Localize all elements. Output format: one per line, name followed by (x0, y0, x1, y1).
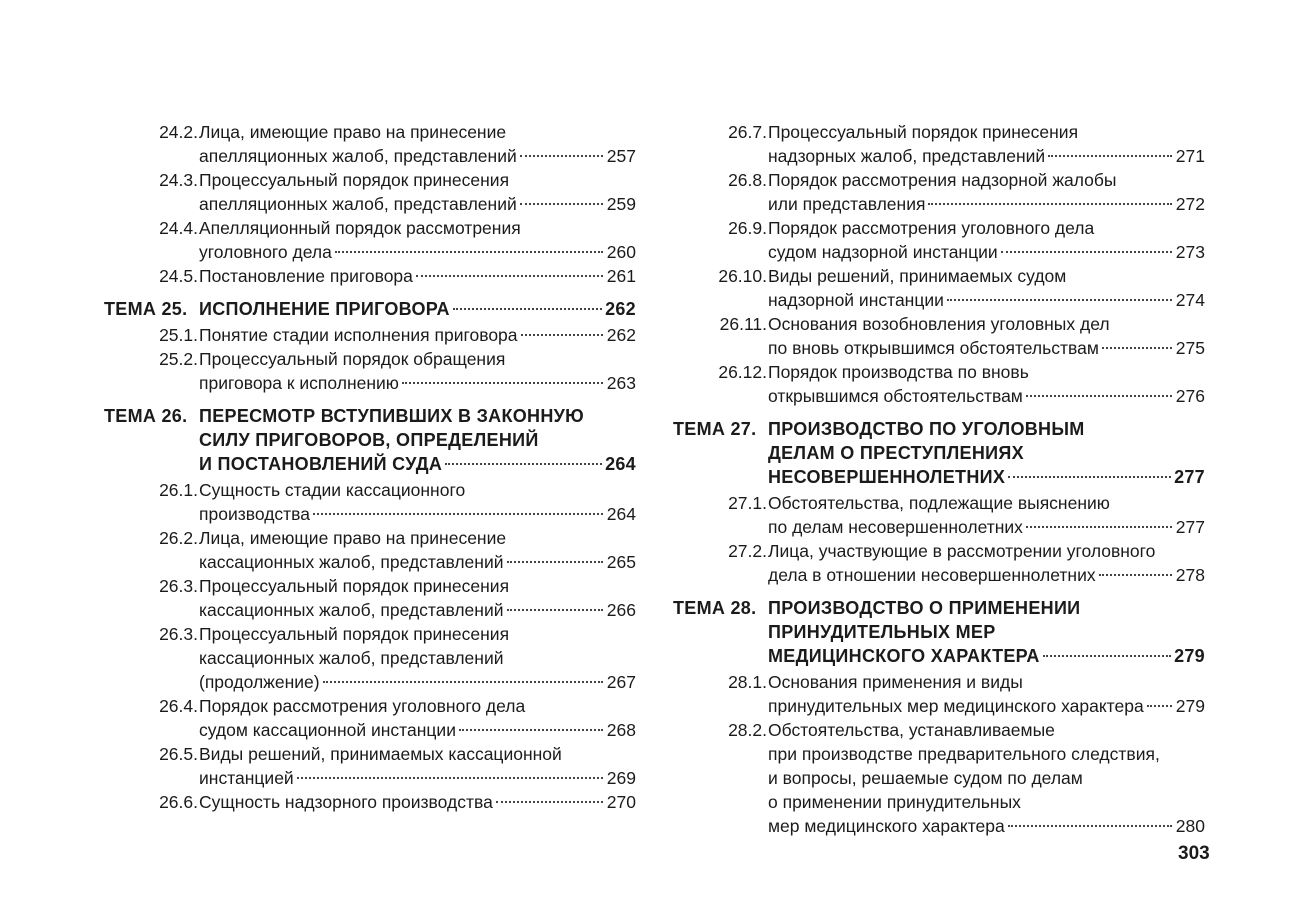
entry-title: мер медицинского характера (768, 816, 1005, 836)
entry-title: или представления (768, 194, 926, 214)
toc-line (104, 598, 636, 622)
toc-line (104, 120, 636, 144)
entry-number: 28.2. (728, 720, 767, 740)
page-ref[interactable]: 275 (1175, 338, 1205, 358)
dot-leader (1043, 655, 1171, 657)
entry-number: 26.9. (728, 218, 767, 238)
toc-line (673, 168, 1205, 192)
page-ref[interactable]: 277 (1174, 467, 1205, 487)
dot-leader (313, 513, 603, 515)
toc-line (673, 336, 1205, 360)
toc-entry[interactable] (673, 312, 1205, 360)
toc-line (673, 312, 1205, 336)
entry-title: Лица, имеющие право на принесение (199, 528, 507, 548)
entry-number: 24.3. (159, 170, 198, 190)
entry-title: судом кассационной инстанции (199, 720, 456, 740)
entry-title: Сущность стадии кассационного (199, 480, 466, 500)
toc-line (104, 240, 636, 264)
dot-leader (1048, 155, 1172, 157)
dot-leader (520, 155, 603, 157)
page-ref[interactable]: 272 (1175, 194, 1205, 214)
section-number: ТЕМА 26. (104, 406, 188, 426)
page-ref[interactable]: 270 (606, 792, 636, 812)
page-ref[interactable]: 280 (1175, 816, 1205, 836)
toc-entry[interactable] (104, 347, 636, 395)
dot-leader (1102, 347, 1172, 349)
page-ref[interactable]: 262 (606, 325, 636, 345)
page-ref[interactable]: 279 (1174, 646, 1205, 666)
entry-title: по вновь открывшимся обстоятельствам (768, 338, 1099, 358)
toc-line (104, 550, 636, 574)
entry-title: при производстве предварительного следствия, (768, 744, 1160, 764)
toc-line (673, 718, 1205, 742)
section-number: ТЕМА 27. (673, 419, 757, 439)
toc-line (673, 596, 1205, 620)
entry-title: Сущность надзорного производства (199, 792, 493, 812)
toc-right-column (673, 120, 1205, 838)
entry-title: Процессуальный порядок принесения (199, 624, 510, 644)
entry-title: Постановление приговора (199, 266, 413, 286)
toc-entry[interactable] (104, 742, 636, 790)
toc-line (673, 288, 1205, 312)
dot-leader (507, 561, 603, 563)
toc-line (104, 694, 636, 718)
toc-section[interactable] (104, 404, 636, 476)
page-ref[interactable]: 265 (606, 552, 636, 572)
page-ref[interactable]: 276 (1175, 386, 1205, 406)
page-ref[interactable]: 266 (606, 600, 636, 620)
toc-entry[interactable] (104, 574, 636, 622)
dot-leader (1008, 476, 1171, 478)
entry-number: 26.5. (159, 744, 198, 764)
toc-line (104, 790, 636, 814)
dot-leader (928, 203, 1172, 205)
dot-leader (507, 609, 603, 611)
entry-title: Процессуальный порядок принесения (768, 122, 1079, 142)
toc-line (673, 216, 1205, 240)
entry-title: апелляционных жалоб, представлений (199, 146, 517, 166)
toc-line (104, 622, 636, 646)
toc-line (104, 526, 636, 550)
dot-leader (323, 681, 603, 683)
toc-line (104, 347, 636, 371)
toc-line (673, 742, 1205, 766)
page-ref[interactable]: 260 (606, 242, 636, 262)
entry-title: Обстоятельства, подлежащие выяснению (768, 493, 1110, 513)
entry-number: 26.1. (159, 480, 198, 500)
toc-line (673, 120, 1205, 144)
entry-number: 27.2. (728, 541, 767, 561)
toc-line (673, 192, 1205, 216)
entry-number: 27.1. (728, 493, 767, 513)
toc-entry[interactable] (104, 478, 636, 526)
toc-line (673, 465, 1205, 489)
section-title: ПРИНУДИТЕЛЬНЫХ МЕР (768, 622, 996, 642)
toc-line (104, 646, 636, 670)
toc-line (104, 478, 636, 502)
toc-line (104, 216, 636, 240)
toc-entry[interactable] (673, 216, 1205, 264)
entry-title: кассационных жалоб, представлений (199, 648, 504, 668)
dot-leader (1147, 705, 1172, 707)
section-title: НЕСОВЕРШЕННОЛЕТНИХ (768, 467, 1006, 487)
entry-title: принудительных мер медицинского характера (768, 696, 1144, 716)
toc-line (104, 766, 636, 790)
entry-number: 26.3. (159, 576, 198, 596)
toc-line (104, 718, 636, 742)
entry-number: 26.2. (159, 528, 198, 548)
toc-line (104, 168, 636, 192)
toc-entry[interactable] (104, 526, 636, 574)
section-title: ПРОИЗВОДСТВО ПО УГОЛОВНЫМ (768, 419, 1085, 439)
entry-title: Порядок рассмотрения надзорной жалобы (768, 170, 1117, 190)
entry-title: Лица, участвующие в рассмотрении уголовного (768, 541, 1156, 561)
toc-line (104, 452, 636, 476)
section-number: ТЕМА 28. (673, 598, 757, 618)
dot-leader (335, 251, 603, 253)
toc-line (673, 515, 1205, 539)
entry-title: надзорных жалоб, представлений (768, 146, 1046, 166)
toc-left-column (104, 120, 636, 814)
entry-title: дела в отношении несовершеннолетних (768, 565, 1096, 585)
entry-title: (продолжение) (199, 672, 320, 692)
toc-entry[interactable] (104, 622, 636, 694)
toc-line (673, 644, 1205, 668)
toc-line (104, 428, 636, 452)
toc-entry[interactable] (673, 360, 1205, 408)
entry-number: 26.11. (719, 314, 767, 334)
entry-title: кассационных жалоб, представлений (199, 600, 504, 620)
page-ref[interactable]: 268 (606, 720, 636, 740)
entry-number: 26.8. (728, 170, 767, 190)
section-title: ИСПОЛНЕНИЕ ПРИГОВОРА (199, 299, 450, 319)
entry-title: Порядок рассмотрения уголовного дела (199, 696, 526, 716)
entry-title: судом надзорной инстанции (768, 242, 998, 262)
entry-title: открывшимся обстоятельствам (768, 386, 1023, 406)
entry-number: 26.12. (718, 362, 767, 382)
toc-line (673, 384, 1205, 408)
toc-line (673, 441, 1205, 465)
toc-line (104, 371, 636, 395)
toc-line (673, 144, 1205, 168)
page-ref[interactable]: 264 (605, 454, 636, 474)
page-ref[interactable]: 271 (1175, 146, 1205, 166)
entry-number: 26.3. (159, 624, 198, 644)
entry-title: Порядок рассмотрения уголовного дела (768, 218, 1095, 238)
section-title: ПРОИЗВОДСТВО О ПРИМЕНЕНИИ (768, 598, 1081, 618)
toc-line (673, 491, 1205, 515)
entry-title: Порядок производства по вновь (768, 362, 1029, 382)
page-ref[interactable]: 279 (1175, 696, 1205, 716)
section-title: ДЕЛАМ О ПРЕСТУПЛЕНИЯХ (768, 443, 1024, 463)
toc-entry[interactable] (673, 491, 1205, 539)
entry-title: Понятие стадии исполнения приговора (199, 325, 518, 345)
toc-line (673, 240, 1205, 264)
toc-entry[interactable] (104, 264, 636, 288)
toc-entry[interactable] (104, 694, 636, 742)
toc-section[interactable] (673, 417, 1205, 489)
toc-line (104, 144, 636, 168)
page-ref[interactable]: 257 (606, 146, 636, 166)
dot-leader (1008, 825, 1172, 827)
toc-entry[interactable] (104, 168, 636, 216)
entry-title: Апелляционный порядок рассмотрения (199, 218, 521, 238)
entry-title: Виды решений, принимаемых судом (768, 266, 1067, 286)
entry-number: 26.10. (718, 266, 767, 286)
toc-line (673, 814, 1205, 838)
dot-leader (453, 308, 602, 310)
entry-title: Виды решений, принимаемых кассационной (199, 744, 562, 764)
dot-leader (1026, 526, 1172, 528)
toc-line (104, 670, 636, 694)
entry-title: Обстоятельства, устанавливаемые (768, 720, 1055, 740)
entry-number: 25.2. (159, 349, 198, 369)
page-ref[interactable]: 274 (1175, 290, 1205, 310)
entry-title: Процессуальный порядок обращения (199, 349, 506, 369)
dot-leader (402, 382, 603, 384)
dot-leader (1001, 251, 1172, 253)
toc-line (673, 790, 1205, 814)
page-ref[interactable]: 263 (606, 373, 636, 393)
page-number: 303 (1178, 843, 1210, 864)
entry-title: по делам несовершеннолетних (768, 517, 1023, 537)
section-title: И ПОСТАНОВЛЕНИЙ СУДА (199, 454, 443, 474)
dot-leader (445, 463, 602, 465)
toc-entry[interactable] (673, 168, 1205, 216)
entry-number: 28.1. (728, 672, 767, 692)
entry-title: Процессуальный порядок принесения (199, 576, 510, 596)
dot-leader (1099, 574, 1172, 576)
entry-title: инстанцией (199, 768, 294, 788)
toc-section[interactable] (104, 297, 636, 321)
page-ref[interactable]: 262 (605, 299, 636, 319)
toc-line (104, 502, 636, 526)
entry-number: 24.4. (159, 218, 198, 238)
dot-leader (459, 729, 603, 731)
section-title: СИЛУ ПРИГОВОРОВ, ОПРЕДЕЛЕНИЙ (199, 430, 539, 450)
page-ref[interactable]: 259 (606, 194, 636, 214)
toc-line (104, 264, 636, 288)
page-ref[interactable]: 273 (1175, 242, 1205, 262)
toc-line (673, 694, 1205, 718)
entry-title: приговора к исполнению (199, 373, 399, 393)
section-number: ТЕМА 25. (104, 299, 188, 319)
toc-entry[interactable] (673, 539, 1205, 587)
toc-line (673, 766, 1205, 790)
entry-number: 24.2. (159, 122, 198, 142)
page-ref[interactable]: 269 (606, 768, 636, 788)
toc-entry[interactable] (673, 120, 1205, 168)
dot-leader (520, 203, 603, 205)
page-ref[interactable]: 267 (606, 672, 636, 692)
entry-title: Основания возобновления уголовных дел (768, 314, 1110, 334)
entry-title: апелляционных жалоб, представлений (199, 194, 517, 214)
entry-title: уголовного дела (199, 242, 332, 262)
toc-line (673, 539, 1205, 563)
dot-leader (416, 275, 603, 277)
toc-line (104, 742, 636, 766)
page-ref[interactable]: 278 (1175, 565, 1205, 585)
entry-title: Процессуальный порядок принесения (199, 170, 510, 190)
toc-entry[interactable] (673, 670, 1205, 718)
toc-line (673, 264, 1205, 288)
dot-leader (947, 299, 1172, 301)
entry-number: 26.4. (159, 696, 198, 716)
dot-leader (496, 801, 603, 803)
toc-line (104, 323, 636, 347)
page-ref[interactable]: 261 (606, 266, 636, 286)
toc-line (104, 574, 636, 598)
toc-entry[interactable] (673, 264, 1205, 312)
entry-title: Основания применения и виды (768, 672, 1023, 692)
toc-entry[interactable] (104, 216, 636, 264)
page-ref[interactable]: 277 (1175, 517, 1205, 537)
toc-line (104, 297, 636, 321)
toc-entry[interactable] (104, 323, 636, 347)
toc-entry[interactable] (104, 120, 636, 168)
dot-leader (297, 777, 603, 779)
dot-leader (1026, 395, 1172, 397)
entry-number: 26.7. (728, 122, 767, 142)
entry-number: 25.1. (159, 325, 198, 345)
dot-leader (521, 334, 603, 336)
toc-line (673, 360, 1205, 384)
entry-title: и вопросы, решаемые судом по делам (768, 768, 1083, 788)
toc-line (104, 404, 636, 428)
entry-title: надзорной инстанции (768, 290, 944, 310)
entry-title: кассационных жалоб, представлений (199, 552, 504, 572)
toc-line (673, 670, 1205, 694)
entry-number: 26.6. (159, 792, 198, 812)
toc-section[interactable] (673, 596, 1205, 668)
entry-number: 24.5. (159, 266, 198, 286)
toc-entry[interactable] (673, 718, 1205, 838)
entry-title: Лица, имеющие право на принесение (199, 122, 507, 142)
toc-line (673, 563, 1205, 587)
section-title: МЕДИЦИНСКОГО ХАРАКТЕРА (768, 646, 1040, 666)
page-ref[interactable]: 264 (606, 504, 636, 524)
toc-line (673, 417, 1205, 441)
entry-title: о применении принудительных (768, 792, 1021, 812)
entry-title: производства (199, 504, 310, 524)
toc-entry[interactable] (104, 790, 636, 814)
section-title: ПЕРЕСМОТР ВСТУПИВШИХ В ЗАКОННУЮ (199, 406, 584, 426)
toc-line (104, 192, 636, 216)
toc-line (673, 620, 1205, 644)
